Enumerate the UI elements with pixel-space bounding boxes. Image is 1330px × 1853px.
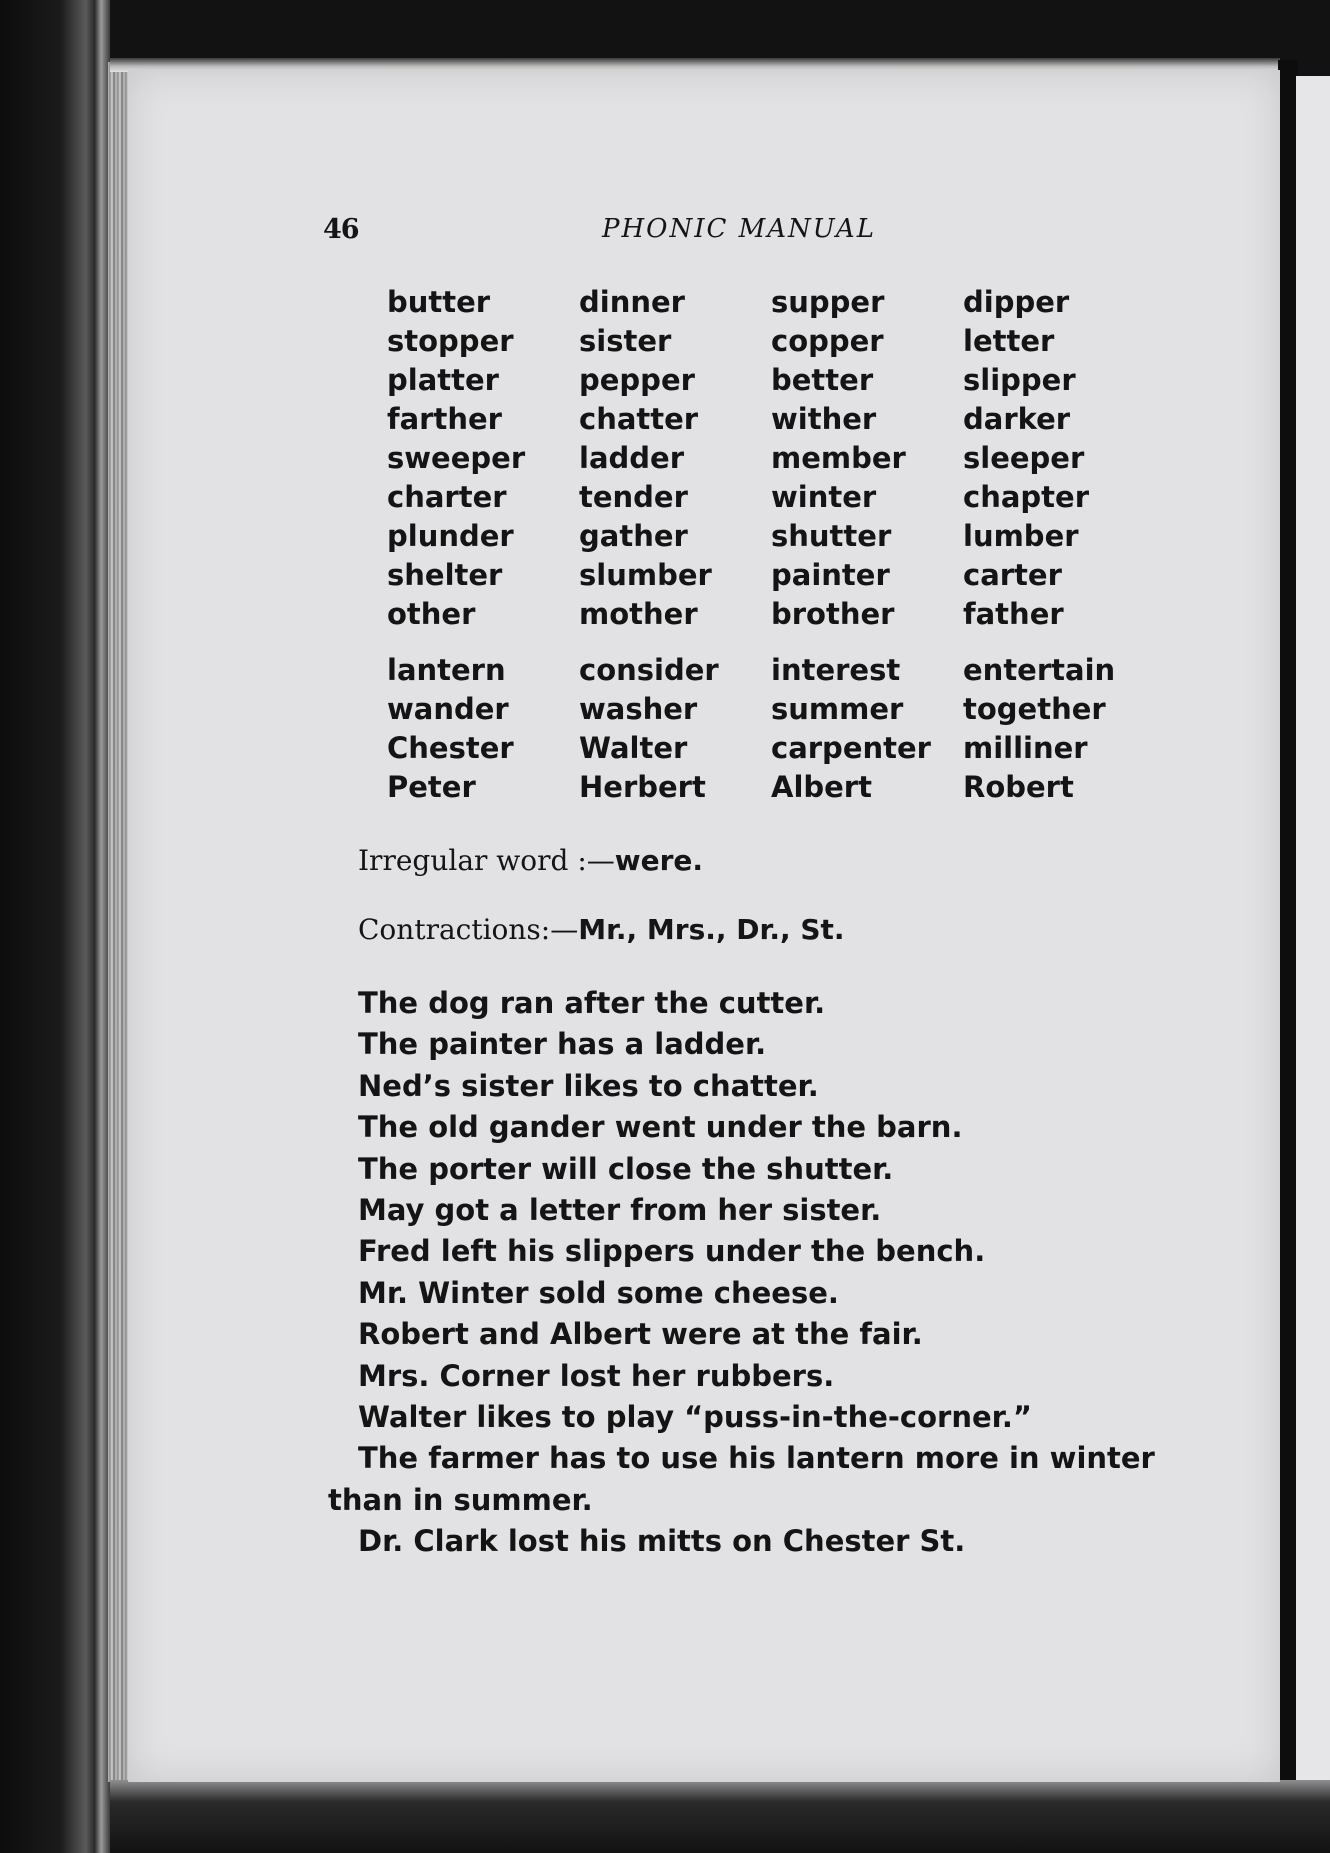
- word-cell: platter: [387, 363, 499, 397]
- word-cell: lantern: [387, 653, 506, 687]
- word-cell: copper: [771, 324, 884, 358]
- word-cell: sleeper: [963, 441, 1085, 475]
- word-cell: consider: [579, 653, 719, 687]
- word-cell: Peter: [387, 770, 476, 804]
- sentence: The dog ran after the cutter.: [358, 986, 826, 1020]
- word-row: [387, 651, 1155, 690]
- page-number: 46: [323, 214, 359, 245]
- word-cell: milliner: [963, 731, 1088, 765]
- word-cell: other: [387, 597, 476, 631]
- word-cell: butter: [387, 285, 491, 319]
- word-cell: Walter: [579, 731, 688, 765]
- word-row: [387, 690, 1155, 729]
- word-cell: Albert: [771, 770, 872, 804]
- word-cell: slumber: [579, 558, 712, 592]
- word-row: [387, 400, 1155, 439]
- word-row: [387, 361, 1155, 400]
- word-cell: painter: [771, 558, 890, 592]
- word-row: [387, 729, 1155, 768]
- word-cell: brother: [771, 597, 895, 631]
- sentence: The painter has a ladder.: [358, 1027, 767, 1062]
- word-cell: carpenter: [771, 731, 931, 765]
- word-cell: sweeper: [387, 441, 526, 475]
- sentence: Mrs. Corner lost her rubbers.: [358, 1358, 835, 1393]
- word-cell: darker: [963, 402, 1071, 436]
- word-row: [387, 517, 1155, 556]
- word-cell: dipper: [963, 285, 1070, 319]
- word-cell: pepper: [579, 363, 695, 397]
- word-cell: member: [771, 441, 906, 475]
- word-cell: carter: [963, 558, 1062, 592]
- page-bottom-edge: [110, 1780, 1330, 1853]
- contractions-note: [358, 913, 845, 946]
- word-cell: mother: [579, 597, 698, 631]
- word-row: [387, 478, 1155, 517]
- word-row: [387, 322, 1155, 361]
- word-cell: sister: [579, 324, 672, 358]
- sentence: Ned’s sister likes to chatter.: [358, 1068, 819, 1103]
- book-left-edge: [0, 0, 110, 1853]
- sentence: Dr. Clark lost his mitts on Chester St.: [358, 1524, 966, 1559]
- word-cell: father: [963, 597, 1064, 631]
- word-cell: dinner: [579, 285, 685, 319]
- word-row: [387, 283, 1155, 322]
- contractions-words: Mr., Mrs., Dr., St.: [578, 913, 845, 946]
- word-cell: entertain: [963, 653, 1116, 687]
- sentence: Mr. Winter sold some cheese.: [358, 1275, 839, 1310]
- word-cell: stopper: [387, 324, 514, 358]
- contractions-label: Contractions:—: [358, 913, 579, 946]
- irregular-word-note: [358, 844, 703, 877]
- word-cell: together: [963, 692, 1106, 726]
- sentence: Robert and Albert were at the fair.: [358, 1317, 923, 1352]
- word-cell: supper: [771, 285, 885, 319]
- sentence: May got a letter from her sister.: [358, 1193, 882, 1228]
- sentence: The old gander went under the barn.: [358, 1110, 963, 1145]
- word-cell: chapter: [963, 480, 1089, 514]
- word-cell: wither: [771, 402, 877, 436]
- word-cell: Herbert: [579, 770, 706, 804]
- word-cell: interest: [771, 653, 901, 687]
- sentence: The farmer has to use his lantern more in winter: [358, 1441, 1155, 1476]
- word-cell: washer: [579, 692, 698, 726]
- word-cell: charter: [387, 480, 507, 514]
- word-cell: letter: [963, 324, 1055, 358]
- page-title: PHONIC MANUAL: [602, 214, 876, 244]
- word-cell: shutter: [771, 519, 892, 553]
- practice-sentences: [328, 983, 1248, 1563]
- running-head: [0, 214, 1330, 250]
- word-cell: Robert: [963, 770, 1074, 804]
- word-list-1: [387, 283, 1155, 634]
- word-row: [387, 439, 1155, 478]
- irregular-word-label: Irregular word :—: [358, 844, 615, 877]
- word-list-2: [387, 651, 1155, 807]
- word-cell: plunder: [387, 519, 514, 553]
- word-row: [387, 556, 1155, 595]
- word-cell: summer: [771, 692, 904, 726]
- word-cell: shelter: [387, 558, 503, 592]
- sentence: Fred left his slippers under the bench.: [358, 1234, 986, 1269]
- word-cell: tender: [579, 480, 688, 514]
- word-cell: better: [771, 363, 874, 397]
- word-cell: ladder: [579, 441, 684, 475]
- word-row: [387, 595, 1155, 634]
- word-cell: chatter: [579, 402, 699, 436]
- word-cell: gather: [579, 519, 688, 553]
- sentence-continuation: than in summer.: [328, 1482, 593, 1517]
- facing-page-edge: [1296, 76, 1330, 1780]
- word-row: [387, 768, 1155, 807]
- word-cell: Chester: [387, 731, 514, 765]
- word-cell: slipper: [963, 363, 1076, 397]
- sentence: The porter will close the shutter.: [358, 1151, 894, 1186]
- word-cell: farther: [387, 402, 502, 436]
- page-gutter: [1278, 60, 1298, 1800]
- word-cell: wander: [387, 692, 509, 726]
- word-cell: winter: [771, 480, 877, 514]
- sentence: Walter likes to play “puss-in-the-corner.”: [358, 1400, 1032, 1435]
- book-spine: [108, 62, 130, 1782]
- irregular-word: were.: [614, 844, 704, 877]
- word-cell: lumber: [963, 519, 1079, 553]
